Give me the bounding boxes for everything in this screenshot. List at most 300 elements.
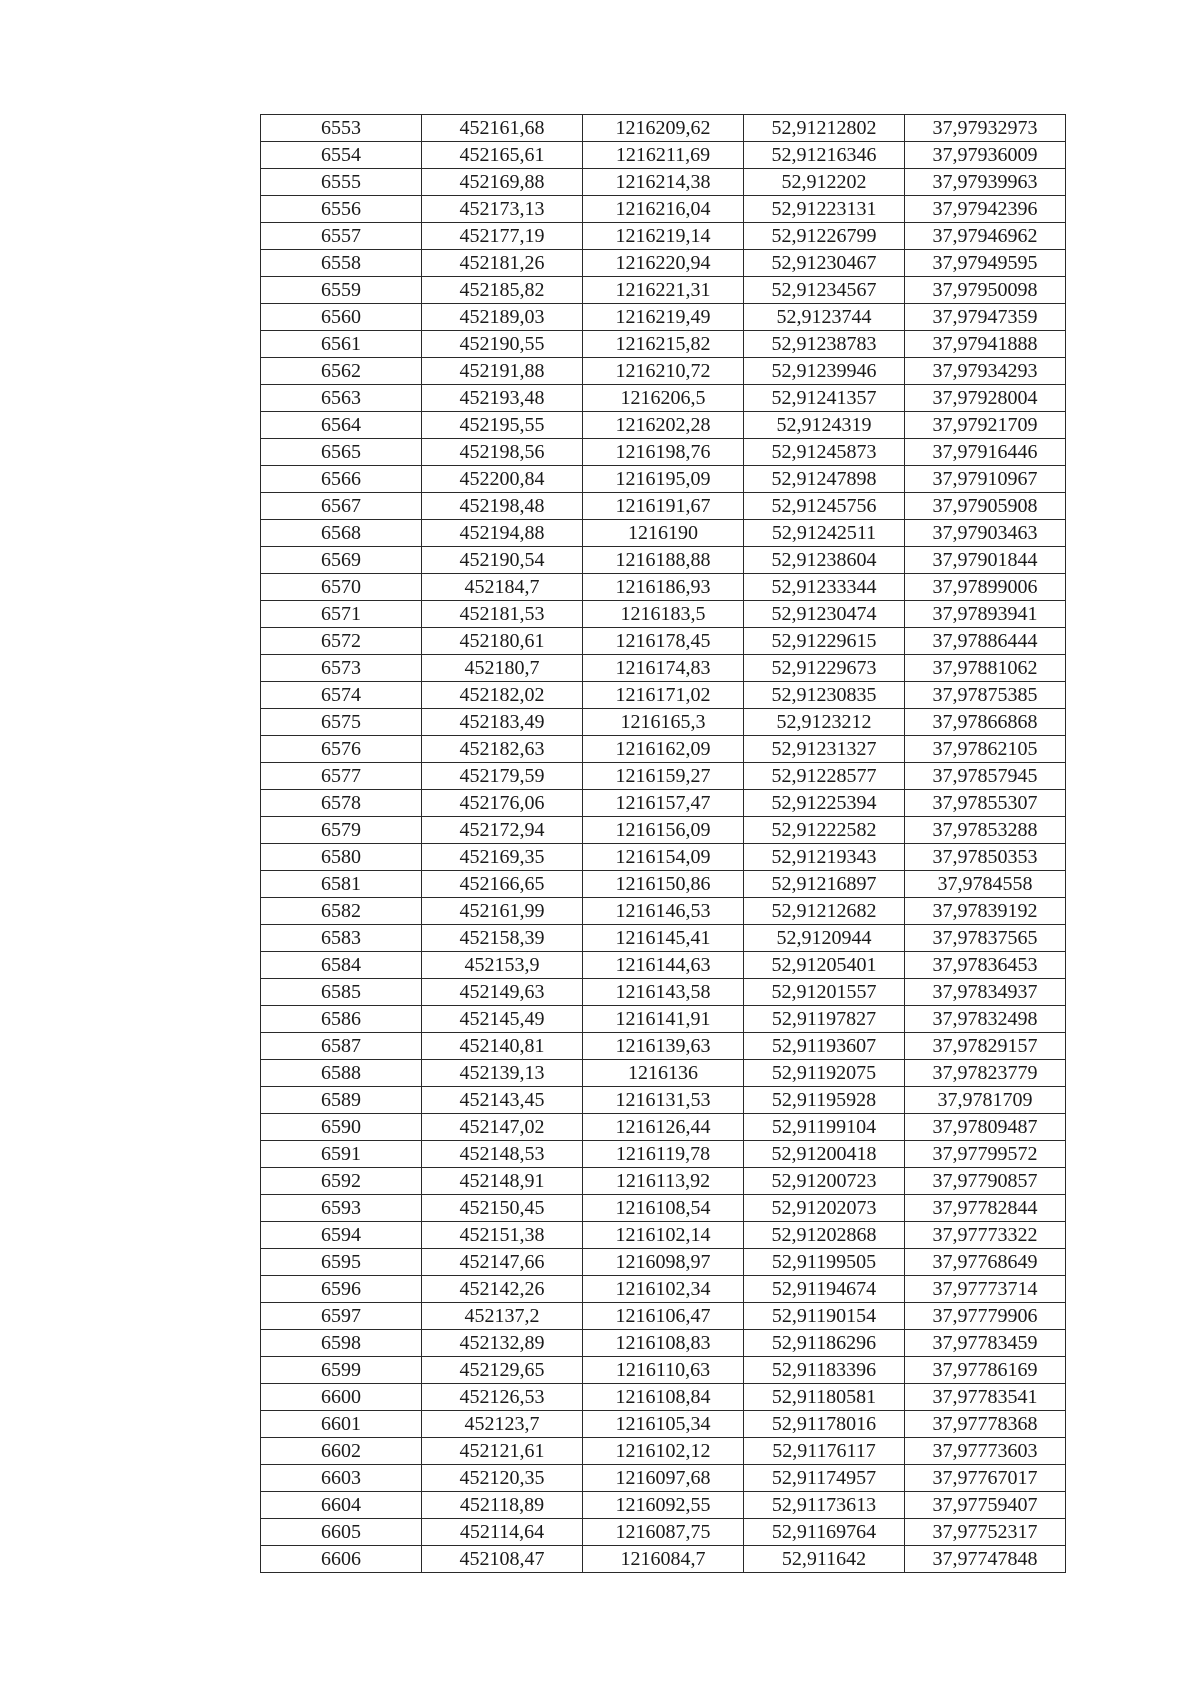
point-number-cell: 6582 xyxy=(261,898,422,925)
latitude-cell: 52,91222582 xyxy=(744,817,905,844)
y-coordinate-cell: 1216211,69 xyxy=(583,142,744,169)
latitude-cell: 52,9123744 xyxy=(744,304,905,331)
longitude-cell: 37,97799572 xyxy=(905,1141,1066,1168)
y-coordinate-cell: 1216098,97 xyxy=(583,1249,744,1276)
y-coordinate-cell: 1216146,53 xyxy=(583,898,744,925)
x-coordinate-cell: 452173,13 xyxy=(422,196,583,223)
x-coordinate-cell: 452179,59 xyxy=(422,763,583,790)
y-coordinate-cell: 1216110,63 xyxy=(583,1357,744,1384)
table-row xyxy=(261,1546,1066,1573)
table-row xyxy=(261,223,1066,250)
table-row xyxy=(261,1519,1066,1546)
point-number-cell: 6558 xyxy=(261,250,422,277)
table-row xyxy=(261,547,1066,574)
latitude-cell: 52,91174957 xyxy=(744,1465,905,1492)
table-row xyxy=(261,1114,1066,1141)
y-coordinate-cell: 1216214,38 xyxy=(583,169,744,196)
table-row xyxy=(261,1303,1066,1330)
x-coordinate-cell: 452126,53 xyxy=(422,1384,583,1411)
y-coordinate-cell: 1216131,53 xyxy=(583,1087,744,1114)
y-coordinate-cell: 1216102,34 xyxy=(583,1276,744,1303)
x-coordinate-cell: 452166,65 xyxy=(422,871,583,898)
point-number-cell: 6595 xyxy=(261,1249,422,1276)
y-coordinate-cell: 1216087,75 xyxy=(583,1519,744,1546)
table-row xyxy=(261,979,1066,1006)
x-coordinate-cell: 452169,88 xyxy=(422,169,583,196)
x-coordinate-cell: 452147,02 xyxy=(422,1114,583,1141)
latitude-cell: 52,91205401 xyxy=(744,952,905,979)
table-row xyxy=(261,520,1066,547)
latitude-cell: 52,91192075 xyxy=(744,1060,905,1087)
latitude-cell: 52,9123212 xyxy=(744,709,905,736)
y-coordinate-cell: 1216202,28 xyxy=(583,412,744,439)
x-coordinate-cell: 452183,49 xyxy=(422,709,583,736)
table-row xyxy=(261,736,1066,763)
longitude-cell: 37,97809487 xyxy=(905,1114,1066,1141)
table-row xyxy=(261,790,1066,817)
table-row xyxy=(261,655,1066,682)
y-coordinate-cell: 1216119,78 xyxy=(583,1141,744,1168)
x-coordinate-cell: 452140,81 xyxy=(422,1033,583,1060)
table-row xyxy=(261,682,1066,709)
point-number-cell: 6579 xyxy=(261,817,422,844)
longitude-cell: 37,97773714 xyxy=(905,1276,1066,1303)
latitude-cell: 52,91186296 xyxy=(744,1330,905,1357)
y-coordinate-cell: 1216216,04 xyxy=(583,196,744,223)
x-coordinate-cell: 452108,47 xyxy=(422,1546,583,1573)
latitude-cell: 52,91219343 xyxy=(744,844,905,871)
point-number-cell: 6596 xyxy=(261,1276,422,1303)
latitude-cell: 52,912202 xyxy=(744,169,905,196)
y-coordinate-cell: 1216145,41 xyxy=(583,925,744,952)
longitude-cell: 37,97773603 xyxy=(905,1438,1066,1465)
x-coordinate-cell: 452189,03 xyxy=(422,304,583,331)
longitude-cell: 37,97747848 xyxy=(905,1546,1066,1573)
y-coordinate-cell: 1216162,09 xyxy=(583,736,744,763)
y-coordinate-cell: 1216143,58 xyxy=(583,979,744,1006)
latitude-cell: 52,91169764 xyxy=(744,1519,905,1546)
longitude-cell: 37,97910967 xyxy=(905,466,1066,493)
y-coordinate-cell: 1216210,72 xyxy=(583,358,744,385)
table-row xyxy=(261,439,1066,466)
x-coordinate-cell: 452181,26 xyxy=(422,250,583,277)
y-coordinate-cell: 1216157,47 xyxy=(583,790,744,817)
point-number-cell: 6557 xyxy=(261,223,422,250)
x-coordinate-cell: 452182,63 xyxy=(422,736,583,763)
point-number-cell: 6556 xyxy=(261,196,422,223)
x-coordinate-cell: 452193,48 xyxy=(422,385,583,412)
latitude-cell: 52,91216346 xyxy=(744,142,905,169)
x-coordinate-cell: 452145,49 xyxy=(422,1006,583,1033)
coordinate-table-body xyxy=(261,115,1066,1573)
x-coordinate-cell: 452118,89 xyxy=(422,1492,583,1519)
latitude-cell: 52,91230474 xyxy=(744,601,905,628)
y-coordinate-cell: 1216220,94 xyxy=(583,250,744,277)
point-number-cell: 6594 xyxy=(261,1222,422,1249)
longitude-cell: 37,97857945 xyxy=(905,763,1066,790)
table-row xyxy=(261,331,1066,358)
longitude-cell: 37,97752317 xyxy=(905,1519,1066,1546)
table-row xyxy=(261,1438,1066,1465)
latitude-cell: 52,91212802 xyxy=(744,115,905,142)
longitude-cell: 37,97759407 xyxy=(905,1492,1066,1519)
latitude-cell: 52,91190154 xyxy=(744,1303,905,1330)
y-coordinate-cell: 1216219,49 xyxy=(583,304,744,331)
y-coordinate-cell: 1216198,76 xyxy=(583,439,744,466)
y-coordinate-cell: 1216126,44 xyxy=(583,1114,744,1141)
y-coordinate-cell: 1216154,09 xyxy=(583,844,744,871)
table-row xyxy=(261,1492,1066,1519)
x-coordinate-cell: 452121,61 xyxy=(422,1438,583,1465)
x-coordinate-cell: 452114,64 xyxy=(422,1519,583,1546)
latitude-cell: 52,91230835 xyxy=(744,682,905,709)
y-coordinate-cell: 1216108,83 xyxy=(583,1330,744,1357)
latitude-cell: 52,91201557 xyxy=(744,979,905,1006)
longitude-cell: 37,97829157 xyxy=(905,1033,1066,1060)
point-number-cell: 6573 xyxy=(261,655,422,682)
longitude-cell: 37,97832498 xyxy=(905,1006,1066,1033)
point-number-cell: 6565 xyxy=(261,439,422,466)
table-row xyxy=(261,115,1066,142)
table-row xyxy=(261,952,1066,979)
table-row xyxy=(261,628,1066,655)
latitude-cell: 52,91180581 xyxy=(744,1384,905,1411)
table-row xyxy=(261,1006,1066,1033)
y-coordinate-cell: 1216106,47 xyxy=(583,1303,744,1330)
longitude-cell: 37,97903463 xyxy=(905,520,1066,547)
x-coordinate-cell: 452137,2 xyxy=(422,1303,583,1330)
x-coordinate-cell: 452142,26 xyxy=(422,1276,583,1303)
point-number-cell: 6571 xyxy=(261,601,422,628)
x-coordinate-cell: 452158,39 xyxy=(422,925,583,952)
y-coordinate-cell: 1216139,63 xyxy=(583,1033,744,1060)
point-number-cell: 6569 xyxy=(261,547,422,574)
longitude-cell: 37,97905908 xyxy=(905,493,1066,520)
table-row xyxy=(261,1249,1066,1276)
table-row xyxy=(261,1276,1066,1303)
longitude-cell: 37,97950098 xyxy=(905,277,1066,304)
longitude-cell: 37,97941888 xyxy=(905,331,1066,358)
x-coordinate-cell: 452148,91 xyxy=(422,1168,583,1195)
point-number-cell: 6587 xyxy=(261,1033,422,1060)
x-coordinate-cell: 452151,38 xyxy=(422,1222,583,1249)
y-coordinate-cell: 1216165,3 xyxy=(583,709,744,736)
longitude-cell: 37,97823779 xyxy=(905,1060,1066,1087)
y-coordinate-cell: 1216219,14 xyxy=(583,223,744,250)
longitude-cell: 37,97773322 xyxy=(905,1222,1066,1249)
y-coordinate-cell: 1216188,88 xyxy=(583,547,744,574)
latitude-cell: 52,91223131 xyxy=(744,196,905,223)
y-coordinate-cell: 1216215,82 xyxy=(583,331,744,358)
table-row xyxy=(261,466,1066,493)
y-coordinate-cell: 1216156,09 xyxy=(583,817,744,844)
point-number-cell: 6598 xyxy=(261,1330,422,1357)
x-coordinate-cell: 452177,19 xyxy=(422,223,583,250)
x-coordinate-cell: 452172,94 xyxy=(422,817,583,844)
point-number-cell: 6561 xyxy=(261,331,422,358)
point-number-cell: 6603 xyxy=(261,1465,422,1492)
longitude-cell: 37,97939963 xyxy=(905,169,1066,196)
y-coordinate-cell: 1216097,68 xyxy=(583,1465,744,1492)
y-coordinate-cell: 1216209,62 xyxy=(583,115,744,142)
y-coordinate-cell: 1216150,86 xyxy=(583,871,744,898)
latitude-cell: 52,91228577 xyxy=(744,763,905,790)
longitude-cell: 37,97947359 xyxy=(905,304,1066,331)
longitude-cell: 37,97853288 xyxy=(905,817,1066,844)
x-coordinate-cell: 452191,88 xyxy=(422,358,583,385)
y-coordinate-cell: 1216221,31 xyxy=(583,277,744,304)
x-coordinate-cell: 452147,66 xyxy=(422,1249,583,1276)
table-row xyxy=(261,1465,1066,1492)
y-coordinate-cell: 1216102,14 xyxy=(583,1222,744,1249)
table-row xyxy=(261,142,1066,169)
x-coordinate-cell: 452132,89 xyxy=(422,1330,583,1357)
latitude-cell: 52,91176117 xyxy=(744,1438,905,1465)
y-coordinate-cell: 1216190 xyxy=(583,520,744,547)
x-coordinate-cell: 452194,88 xyxy=(422,520,583,547)
x-coordinate-cell: 452129,65 xyxy=(422,1357,583,1384)
y-coordinate-cell: 1216206,5 xyxy=(583,385,744,412)
point-number-cell: 6567 xyxy=(261,493,422,520)
x-coordinate-cell: 452169,35 xyxy=(422,844,583,871)
longitude-cell: 37,97946962 xyxy=(905,223,1066,250)
longitude-cell: 37,97875385 xyxy=(905,682,1066,709)
latitude-cell: 52,91199505 xyxy=(744,1249,905,1276)
point-number-cell: 6554 xyxy=(261,142,422,169)
point-number-cell: 6576 xyxy=(261,736,422,763)
y-coordinate-cell: 1216144,63 xyxy=(583,952,744,979)
longitude-cell: 37,9784558 xyxy=(905,871,1066,898)
point-number-cell: 6560 xyxy=(261,304,422,331)
longitude-cell: 37,97834937 xyxy=(905,979,1066,1006)
longitude-cell: 37,97932973 xyxy=(905,115,1066,142)
longitude-cell: 37,97836453 xyxy=(905,952,1066,979)
point-number-cell: 6581 xyxy=(261,871,422,898)
table-row xyxy=(261,385,1066,412)
table-row xyxy=(261,277,1066,304)
longitude-cell: 37,97928004 xyxy=(905,385,1066,412)
point-number-cell: 6580 xyxy=(261,844,422,871)
x-coordinate-cell: 452143,45 xyxy=(422,1087,583,1114)
latitude-cell: 52,91195928 xyxy=(744,1087,905,1114)
x-coordinate-cell: 452161,99 xyxy=(422,898,583,925)
x-coordinate-cell: 452200,84 xyxy=(422,466,583,493)
x-coordinate-cell: 452120,35 xyxy=(422,1465,583,1492)
x-coordinate-cell: 452148,53 xyxy=(422,1141,583,1168)
x-coordinate-cell: 452165,61 xyxy=(422,142,583,169)
latitude-cell: 52,91183396 xyxy=(744,1357,905,1384)
table-row xyxy=(261,358,1066,385)
y-coordinate-cell: 1216136 xyxy=(583,1060,744,1087)
longitude-cell: 37,97850353 xyxy=(905,844,1066,871)
y-coordinate-cell: 1216102,12 xyxy=(583,1438,744,1465)
table-row xyxy=(261,817,1066,844)
longitude-cell: 37,97936009 xyxy=(905,142,1066,169)
latitude-cell: 52,91178016 xyxy=(744,1411,905,1438)
longitude-cell: 37,97839192 xyxy=(905,898,1066,925)
table-row xyxy=(261,1060,1066,1087)
longitude-cell: 37,97768649 xyxy=(905,1249,1066,1276)
point-number-cell: 6597 xyxy=(261,1303,422,1330)
point-number-cell: 6606 xyxy=(261,1546,422,1573)
latitude-cell: 52,91238783 xyxy=(744,331,905,358)
x-coordinate-cell: 452149,63 xyxy=(422,979,583,1006)
table-row xyxy=(261,844,1066,871)
table-row xyxy=(261,1384,1066,1411)
longitude-cell: 37,97866868 xyxy=(905,709,1066,736)
x-coordinate-cell: 452198,56 xyxy=(422,439,583,466)
y-coordinate-cell: 1216183,5 xyxy=(583,601,744,628)
y-coordinate-cell: 1216084,7 xyxy=(583,1546,744,1573)
point-number-cell: 6583 xyxy=(261,925,422,952)
x-coordinate-cell: 452139,13 xyxy=(422,1060,583,1087)
latitude-cell: 52,91241357 xyxy=(744,385,905,412)
latitude-cell: 52,91173613 xyxy=(744,1492,905,1519)
x-coordinate-cell: 452150,45 xyxy=(422,1195,583,1222)
latitude-cell: 52,91229615 xyxy=(744,628,905,655)
point-number-cell: 6553 xyxy=(261,115,422,142)
x-coordinate-cell: 452153,9 xyxy=(422,952,583,979)
longitude-cell: 37,97893941 xyxy=(905,601,1066,628)
x-coordinate-cell: 452123,7 xyxy=(422,1411,583,1438)
table-row xyxy=(261,601,1066,628)
point-number-cell: 6559 xyxy=(261,277,422,304)
coordinate-table xyxy=(260,114,1066,1573)
point-number-cell: 6562 xyxy=(261,358,422,385)
latitude-cell: 52,911642 xyxy=(744,1546,905,1573)
point-number-cell: 6593 xyxy=(261,1195,422,1222)
table-row xyxy=(261,1168,1066,1195)
y-coordinate-cell: 1216195,09 xyxy=(583,466,744,493)
x-coordinate-cell: 452161,68 xyxy=(422,115,583,142)
x-coordinate-cell: 452182,02 xyxy=(422,682,583,709)
latitude-cell: 52,91199104 xyxy=(744,1114,905,1141)
point-number-cell: 6589 xyxy=(261,1087,422,1114)
y-coordinate-cell: 1216159,27 xyxy=(583,763,744,790)
point-number-cell: 6568 xyxy=(261,520,422,547)
longitude-cell: 37,97862105 xyxy=(905,736,1066,763)
y-coordinate-cell: 1216141,91 xyxy=(583,1006,744,1033)
x-coordinate-cell: 452180,61 xyxy=(422,628,583,655)
point-number-cell: 6555 xyxy=(261,169,422,196)
latitude-cell: 52,91212682 xyxy=(744,898,905,925)
table-row xyxy=(261,1330,1066,1357)
longitude-cell: 37,97942396 xyxy=(905,196,1066,223)
latitude-cell: 52,91245873 xyxy=(744,439,905,466)
x-coordinate-cell: 452190,55 xyxy=(422,331,583,358)
point-number-cell: 6600 xyxy=(261,1384,422,1411)
point-number-cell: 6590 xyxy=(261,1114,422,1141)
table-row xyxy=(261,412,1066,439)
latitude-cell: 52,91239946 xyxy=(744,358,905,385)
longitude-cell: 37,97901844 xyxy=(905,547,1066,574)
x-coordinate-cell: 452180,7 xyxy=(422,655,583,682)
y-coordinate-cell: 1216108,84 xyxy=(583,1384,744,1411)
longitude-cell: 37,97886444 xyxy=(905,628,1066,655)
table-row xyxy=(261,304,1066,331)
point-number-cell: 6566 xyxy=(261,466,422,493)
point-number-cell: 6578 xyxy=(261,790,422,817)
longitude-cell: 37,97949595 xyxy=(905,250,1066,277)
latitude-cell: 52,91242511 xyxy=(744,520,905,547)
point-number-cell: 6584 xyxy=(261,952,422,979)
longitude-cell: 37,97899006 xyxy=(905,574,1066,601)
longitude-cell: 37,97790857 xyxy=(905,1168,1066,1195)
x-coordinate-cell: 452181,53 xyxy=(422,601,583,628)
table-row xyxy=(261,1357,1066,1384)
point-number-cell: 6592 xyxy=(261,1168,422,1195)
point-number-cell: 6585 xyxy=(261,979,422,1006)
latitude-cell: 52,91216897 xyxy=(744,871,905,898)
longitude-cell: 37,97786169 xyxy=(905,1357,1066,1384)
x-coordinate-cell: 452184,7 xyxy=(422,574,583,601)
x-coordinate-cell: 452185,82 xyxy=(422,277,583,304)
table-row xyxy=(261,898,1066,925)
table-row xyxy=(261,871,1066,898)
point-number-cell: 6586 xyxy=(261,1006,422,1033)
latitude-cell: 52,91225394 xyxy=(744,790,905,817)
longitude-cell: 37,97921709 xyxy=(905,412,1066,439)
longitude-cell: 37,97855307 xyxy=(905,790,1066,817)
longitude-cell: 37,97778368 xyxy=(905,1411,1066,1438)
point-number-cell: 6564 xyxy=(261,412,422,439)
latitude-cell: 52,91229673 xyxy=(744,655,905,682)
y-coordinate-cell: 1216113,92 xyxy=(583,1168,744,1195)
latitude-cell: 52,91202073 xyxy=(744,1195,905,1222)
latitude-cell: 52,91200418 xyxy=(744,1141,905,1168)
latitude-cell: 52,91247898 xyxy=(744,466,905,493)
y-coordinate-cell: 1216171,02 xyxy=(583,682,744,709)
point-number-cell: 6604 xyxy=(261,1492,422,1519)
table-row xyxy=(261,250,1066,277)
y-coordinate-cell: 1216174,83 xyxy=(583,655,744,682)
table-row xyxy=(261,1222,1066,1249)
point-number-cell: 6591 xyxy=(261,1141,422,1168)
latitude-cell: 52,91200723 xyxy=(744,1168,905,1195)
table-row xyxy=(261,169,1066,196)
table-row xyxy=(261,493,1066,520)
table-row xyxy=(261,925,1066,952)
latitude-cell: 52,91194674 xyxy=(744,1276,905,1303)
table-row xyxy=(261,1087,1066,1114)
point-number-cell: 6577 xyxy=(261,763,422,790)
latitude-cell: 52,91233344 xyxy=(744,574,905,601)
latitude-cell: 52,91245756 xyxy=(744,493,905,520)
longitude-cell: 37,97783541 xyxy=(905,1384,1066,1411)
table-row xyxy=(261,574,1066,601)
latitude-cell: 52,91238604 xyxy=(744,547,905,574)
longitude-cell: 37,97837565 xyxy=(905,925,1066,952)
point-number-cell: 6605 xyxy=(261,1519,422,1546)
table-row xyxy=(261,1195,1066,1222)
point-number-cell: 6570 xyxy=(261,574,422,601)
longitude-cell: 37,97783459 xyxy=(905,1330,1066,1357)
latitude-cell: 52,91231327 xyxy=(744,736,905,763)
table-row xyxy=(261,1033,1066,1060)
y-coordinate-cell: 1216105,34 xyxy=(583,1411,744,1438)
x-coordinate-cell: 452190,54 xyxy=(422,547,583,574)
longitude-cell: 37,97779906 xyxy=(905,1303,1066,1330)
point-number-cell: 6563 xyxy=(261,385,422,412)
longitude-cell: 37,9781709 xyxy=(905,1087,1066,1114)
point-number-cell: 6575 xyxy=(261,709,422,736)
y-coordinate-cell: 1216092,55 xyxy=(583,1492,744,1519)
table-row xyxy=(261,1411,1066,1438)
x-coordinate-cell: 452176,06 xyxy=(422,790,583,817)
latitude-cell: 52,91234567 xyxy=(744,277,905,304)
y-coordinate-cell: 1216178,45 xyxy=(583,628,744,655)
latitude-cell: 52,91193607 xyxy=(744,1033,905,1060)
